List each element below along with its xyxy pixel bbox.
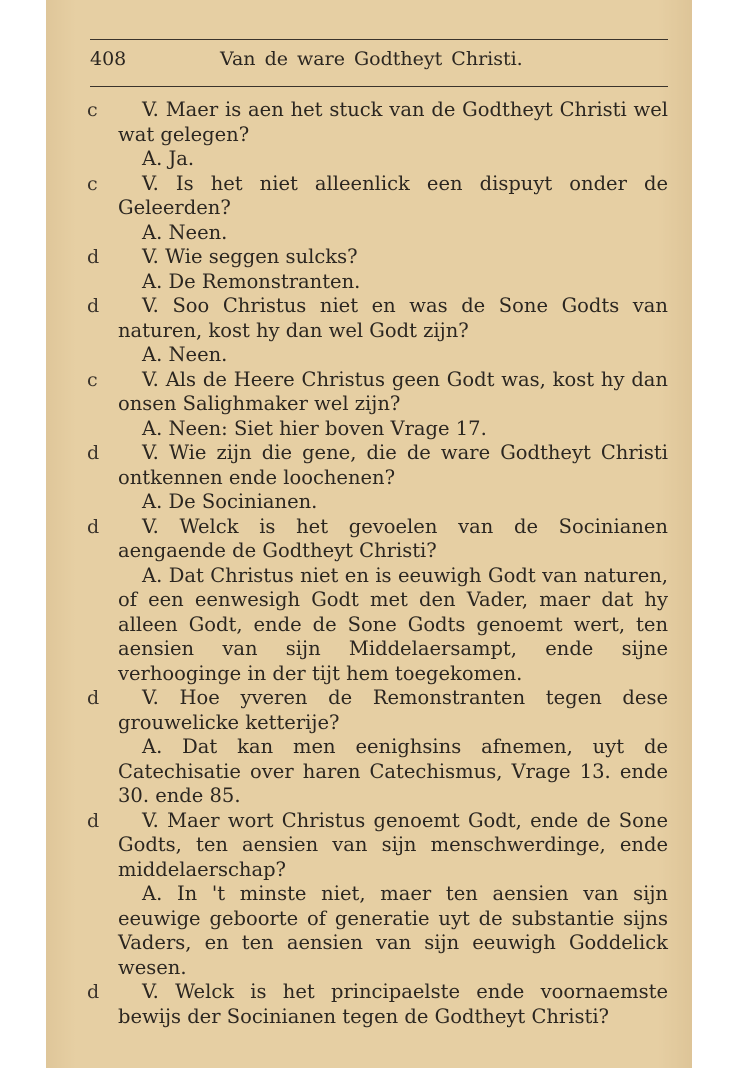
- answer-text: A. Neen: Siet hier boven Vrage 17.: [142, 416, 487, 440]
- answer-text: A. Neen.: [142, 220, 228, 244]
- question-entry: [71, 515, 671, 564]
- answer-text: A. De Remonstranten.: [142, 269, 361, 293]
- margin-marker: c: [87, 368, 98, 391]
- header-rule-bottom: [90, 86, 668, 87]
- question-entry: [71, 368, 671, 417]
- question-entry: [71, 980, 671, 1029]
- question-text: V. Als de Heere Christus geen Godt was, kost hy dan onsen Salighmaker wel zijn?: [118, 367, 668, 415]
- header-rule-top: [90, 39, 668, 40]
- answer-entry: [71, 343, 671, 368]
- question-text: V. Maer is aen het stuck van de Godtheyt Christi wel wat gelegen?: [118, 98, 668, 146]
- margin-marker: c: [87, 99, 98, 121]
- answer-entry: [71, 564, 671, 687]
- question-text: V. Welck is het principaelste ende voornaemste bewijs der Socinianen tegen de Godtheyt Christi?: [118, 980, 668, 1028]
- question-text: V. Welck is het gevoelen van de Socinianen aengaende de Godtheyt Christi?: [118, 514, 668, 562]
- margin-marker: d: [87, 295, 100, 317]
- answer-entry: [71, 490, 671, 515]
- question-entry: [71, 98, 671, 147]
- margin-marker: d: [87, 687, 100, 709]
- margin-marker: d: [87, 442, 100, 464]
- margin-marker: d: [87, 809, 100, 832]
- question-entry: [71, 686, 671, 735]
- answer-entry: [71, 221, 671, 246]
- running-header: [90, 48, 668, 76]
- answer-text: A. Neen.: [142, 343, 228, 366]
- book-page: [46, 0, 692, 1068]
- answer-entry: [71, 270, 671, 295]
- question-text: V. Wie seggen sulcks?: [142, 245, 358, 268]
- question-text: V. Is het niet alleenlick een dispuyt onder de Geleerden?: [118, 171, 668, 219]
- answer-text: A. De Socinianen.: [142, 490, 318, 513]
- question-text: V. Maer wort Christus genoemt Godt, ende de Sone Godts, ten aensien van sijn menschwerdinge, ende middelaerschap?: [118, 808, 668, 881]
- question-entry: [71, 172, 671, 221]
- answer-entry: [71, 735, 671, 809]
- margin-marker: d: [87, 981, 100, 1003]
- question-entry: [71, 294, 671, 343]
- question-text: V. Hoe yveren de Remonstranten tegen dese grouwelicke ketterije?: [118, 686, 668, 734]
- question-entry: [71, 245, 671, 270]
- question-entry: [71, 441, 671, 490]
- margin-marker: d: [87, 515, 100, 538]
- margin-marker: c: [87, 172, 98, 195]
- answer-entry: [71, 882, 671, 980]
- running-title: Van de ware Godtheyt Christi.: [220, 48, 523, 70]
- answer-entry: [71, 417, 671, 442]
- question-entry: [71, 809, 671, 883]
- catechism-text: [71, 98, 671, 1029]
- answer-text: A. Ja.: [142, 147, 195, 170]
- page-number: 408: [90, 48, 127, 70]
- answer-entry: [71, 147, 671, 172]
- answer-text: A. Dat Christus niet en is eeuwigh Godt van naturen, of een eenwesigh Godt met den Vader, maer dat hy alleen Godt, ende de Sone Godts genoemt wert, ten aensien van sijn Middelaersampt, ende sijne verhooginge in der tijt hem toegekomen.: [118, 563, 668, 685]
- answer-text: A. In 't minste niet, maer ten aensien van sijn eeuwige geboorte of generatie uyt de substantie sijns Vaders, en ten aensien van sijn eeuwigh Goddelick wesen.: [118, 882, 668, 979]
- margin-marker: d: [87, 246, 100, 268]
- answer-text: A. Dat kan men eenighsins afnemen, uyt de Catechisatie over haren Catechismus, Vrage 13. ende 30. ende 85.: [118, 735, 668, 807]
- question-text: V. Soo Christus niet en was de Sone Godts van naturen, kost hy dan wel Godt zijn?: [118, 294, 668, 342]
- question-text: V. Wie zijn die gene, die de ware Godtheyt Christi ontkennen ende loochenen?: [118, 441, 668, 489]
